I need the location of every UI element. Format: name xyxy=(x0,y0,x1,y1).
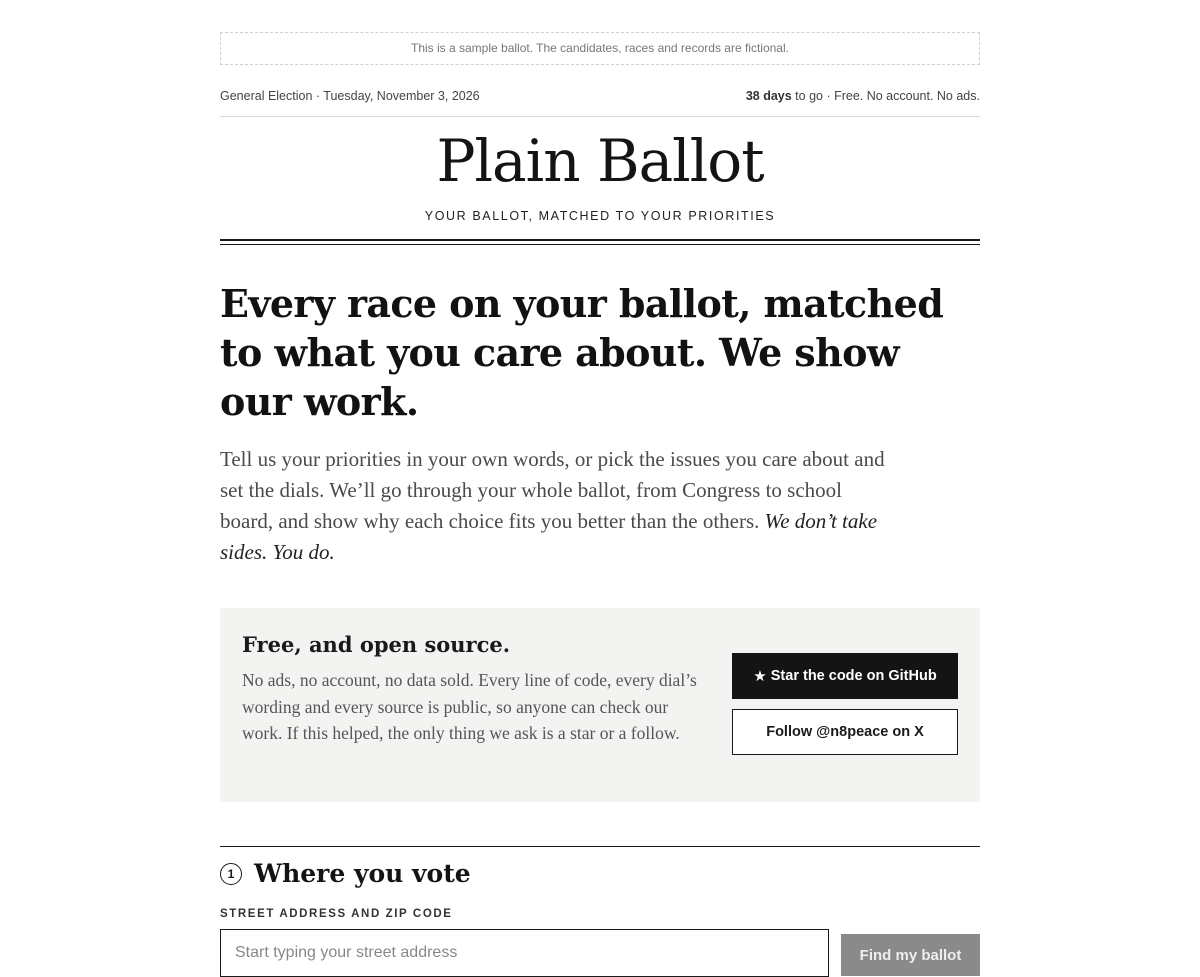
github-star-button[interactable] xyxy=(732,653,958,699)
divider xyxy=(220,116,980,117)
hero-lede-text: Tell us your priorities in your own words, or pick the issues you care about and set the dials. We’ll go through your whole ballot, from Congress to school board, and show why each choice fits you better than the others. xyxy=(220,447,885,533)
follow-x-button[interactable] xyxy=(732,709,958,755)
election-date: General Election · Tuesday, November 3, 2026 xyxy=(220,89,480,103)
github-star-label: Star the code on GitHub xyxy=(770,668,937,684)
hero-lede-emphasis: We don’t take sides. You do. xyxy=(220,509,878,564)
open-source-panel xyxy=(220,608,980,802)
countdown xyxy=(746,89,980,103)
brand-title: Plain Ballot xyxy=(436,127,764,195)
address-row xyxy=(220,929,980,977)
hero-headline: Every race on your ballot, matched to what you care about. We show our work. xyxy=(220,281,944,424)
section-divider xyxy=(220,846,980,847)
open-source-body: No ads, no account, no data sold. Every line of code, every dial’s wording and every source is public, so anyone can check our work. If this helped, the only thing we ask is a star or a follow. xyxy=(242,670,697,743)
star-icon: ★ xyxy=(753,668,767,685)
brand-tagline: YOUR BALLOT, MATCHED TO YOUR PRIORITIES xyxy=(424,209,776,223)
meta-row xyxy=(220,85,980,107)
open-source-title: Free, and open source. xyxy=(242,632,511,657)
follow-x-label: Follow @n8peace on X xyxy=(766,724,924,740)
hero-lede xyxy=(220,444,900,568)
step-title: Where you vote xyxy=(254,859,471,888)
step-number-badge: 1 xyxy=(220,863,242,885)
double-divider xyxy=(220,239,980,245)
step-heading xyxy=(220,859,980,888)
sample-ballot-notice: This is a sample ballot. The candidates, races and records are fictional. xyxy=(220,32,980,65)
address-field-label: STREET ADDRESS AND ZIP CODE xyxy=(220,908,453,920)
address-input[interactable] xyxy=(220,929,829,977)
page xyxy=(220,0,980,977)
countdown-rest: to go · Free. No account. No ads. xyxy=(795,89,980,103)
days-count: 38 days xyxy=(745,89,792,103)
find-ballot-button[interactable]: Find my ballot xyxy=(841,934,980,976)
